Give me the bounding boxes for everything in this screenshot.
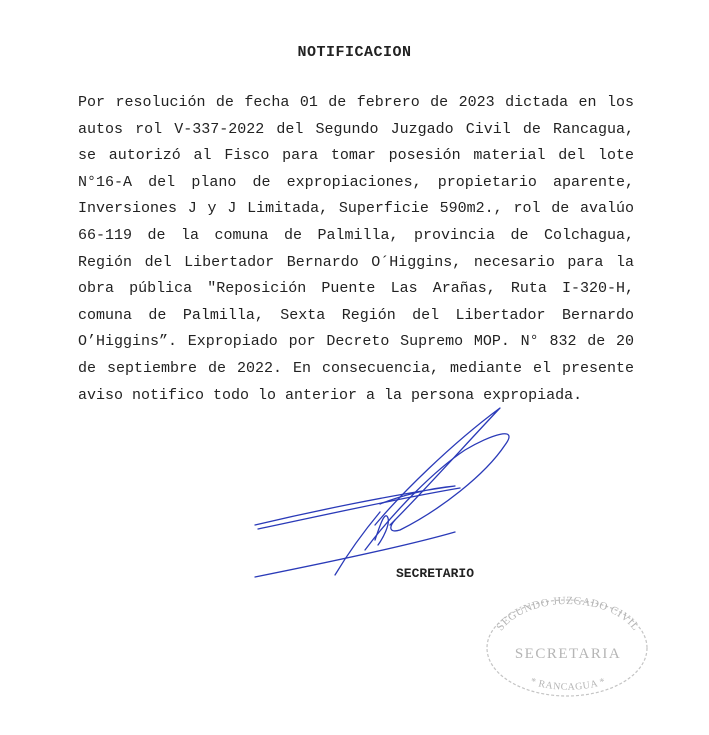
svg-text:SEGUNDO JUZGADO CIVIL bbox=[494, 596, 641, 633]
handwritten-signature bbox=[250, 400, 520, 585]
seal-bottom-text: * RANCAGUA * bbox=[528, 676, 608, 693]
notification-body: Por resolución de fecha 01 de febrero de 2023 dictada en los autos rol V-337-2022 del Segundo Juzgado Civil de Rancagua, se autorizó al Fisco para tomar posesión material del lote N°16-A del plano de expropiaciones, propietario aparente, Inversiones J y J Limitada, Superficie 590m2., rol de avalúo 66-119 de la comuna de Palmilla, provincia de Colchagua, Región del Libertador Bernardo O´Higgins, necesario para la obra pública "Reposición Puente Las Arañas, Ruta I-320-H, comuna de Palmilla, Sexta Región del Libertador Bernardo O’Higgins”. Expropiado por Decreto Supremo MOP. N° 832 de 20 de septiembre de 2022. En consecuencia, mediante el presente aviso notifico todo lo anterior a la persona expropiada. bbox=[78, 94, 634, 404]
svg-text:* RANCAGUA * bbox=[529, 676, 607, 693]
signer-role: SECRETARIO bbox=[396, 566, 475, 581]
seal-middle-text: SECRETARIA bbox=[514, 646, 622, 662]
notification-title: NOTIFICACION bbox=[297, 44, 412, 61]
court-seal-stamp bbox=[482, 596, 652, 701]
seal-top-text: SEGUNDO JUZGADO CIVIL bbox=[494, 596, 642, 634]
